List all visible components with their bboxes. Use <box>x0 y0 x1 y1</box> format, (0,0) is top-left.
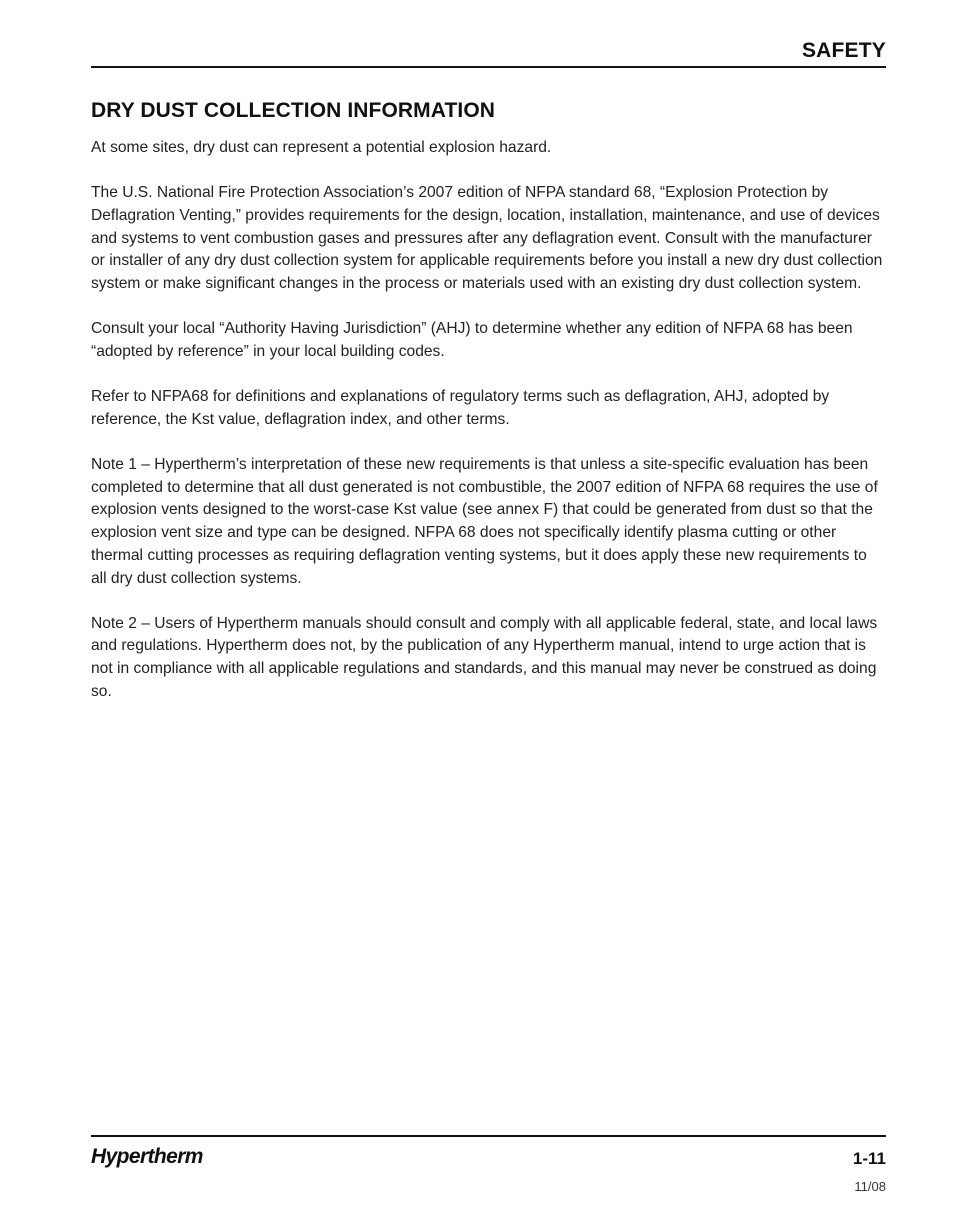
paragraph-nfpa-standard: The U.S. National Fire Protection Association’s 2007 edition of NFPA standard 68, “Explosion Protection by Deflagration Venting,” provides requirements for the design, location, installation, maintenance, and use of devices and systems to vent combustion gases and pressures after any deflagration event. Consult with the manufacturer or installer of any dry dust collection system for applicable requirements before you install a new dry dust collection system or make significant changes in the process or materials used with an existing dry dust collection system. <box>91 184 883 293</box>
revision-date: 11/08 <box>854 1179 886 1194</box>
page-heading: DRY DUST COLLECTION INFORMATION <box>91 99 496 122</box>
body-text <box>91 137 886 726</box>
section-title: SAFETY <box>801 39 886 62</box>
paragraph-note-2: Note 2 – Users of Hypertherm manuals should consult and comply with all applicable federal, state, and local laws and regulations. Hypertherm does not, by the publication of any Hypertherm manual, intend to urge action that is not in compliance with all applicable regulations and standards, and this manual may never be construed as doing so. <box>91 614 878 700</box>
paragraph-definitions: Refer to NFPA68 for definitions and explanations of regulatory terms such as deflagration, AHJ, adopted by reference, the Kst value, deflagration index, and other terms. <box>91 388 830 428</box>
paragraph-intro: At some sites, dry dust can represent a potential explosion hazard. <box>91 139 552 156</box>
page-number: 1-11 <box>852 1149 886 1168</box>
paragraph-ahj: Consult your local “Authority Having Jurisdiction” (AHJ) to determine whether any edition of NFPA 68 has been “adopted by reference” in your local building codes. <box>91 320 853 360</box>
paragraph-note-1: Note 1 – Hypertherm’s interpretation of these new requirements is that unless a site-specific evaluation has been completed to determine that all dust generated is not combustible, the 2007 edition of NFPA 68 requires the use of explosion vents designed to the worst-case Kst value (see annex F) that could be generated from dust so that the explosion vent size and type can be designed. NFPA 68 does not specifically identify plasma cutting or other thermal cutting processes as requiring deflagration venting systems, but it does apply these new requirements to all dry dust collection systems. <box>91 456 878 587</box>
brand-logo: Hypertherm <box>91 1145 203 1168</box>
footer-divider <box>91 1135 886 1137</box>
header-divider <box>91 66 886 68</box>
